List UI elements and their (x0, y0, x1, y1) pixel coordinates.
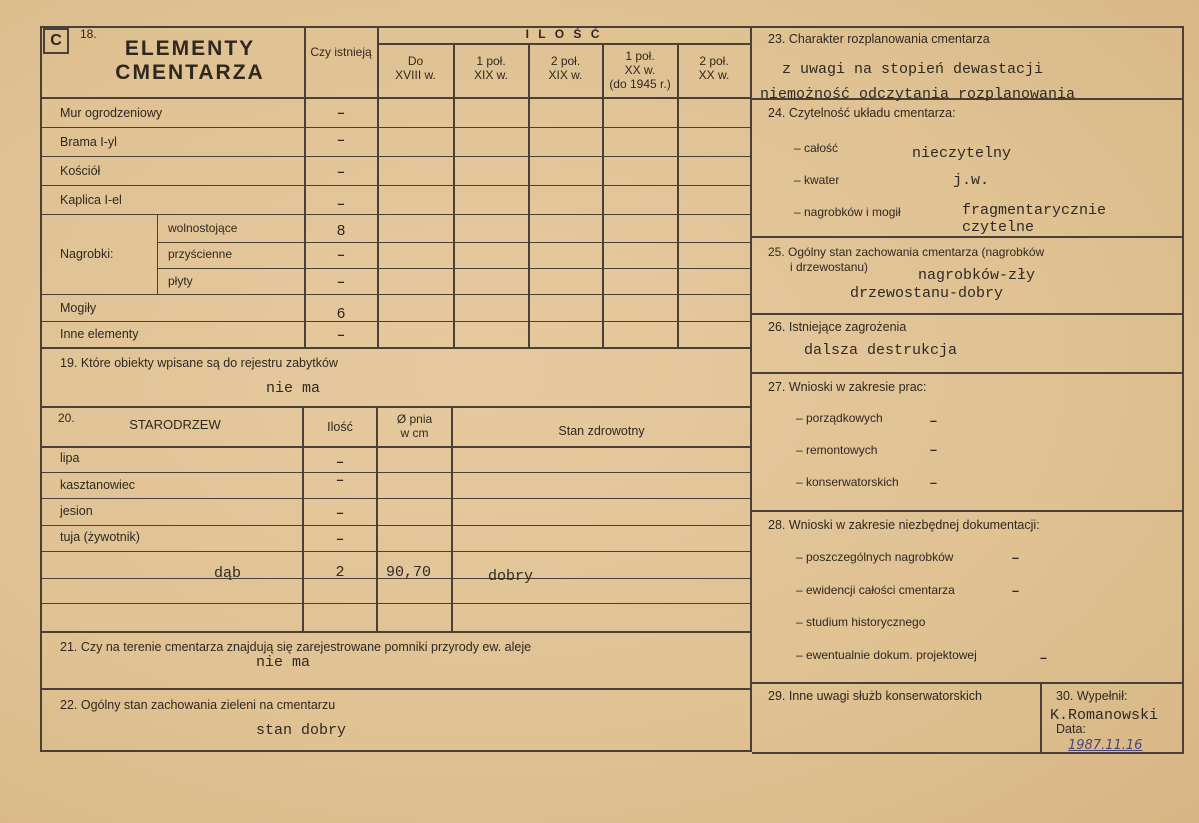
tree-qty-thuja: – (336, 532, 344, 546)
rule (40, 446, 752, 448)
tree-species-oak: dąb (214, 565, 242, 582)
rule (451, 406, 453, 632)
docs-item-gravestones: – poszczególnych nagrobków (796, 550, 954, 564)
docs-value-project: – (1040, 651, 1047, 665)
legibility-item-graves: – nagrobków i mogił (794, 205, 901, 219)
rule (40, 294, 752, 295)
row-value-church: – (337, 165, 345, 179)
section-22-answer: stan dobry (256, 722, 347, 739)
rule (40, 498, 752, 499)
legibility-value-whole: nieczytelny (912, 145, 1012, 162)
rule (528, 43, 530, 348)
rule (752, 682, 1184, 684)
rule (40, 406, 752, 408)
rule (752, 26, 1184, 28)
section-29-label: 29. Inne uwagi służb konserwatorskich (768, 689, 983, 703)
rule (40, 472, 752, 473)
row-label-church: Kościół (60, 164, 101, 178)
docs-item-history: – studium historycznego (796, 615, 926, 629)
section-30-label: 30. Wypełnił: (1056, 689, 1128, 703)
rule (40, 631, 752, 633)
section-20-number: 20. (58, 411, 75, 425)
tree-qty-oak: 2 (335, 564, 345, 581)
trees-header-qty: Ilość (327, 420, 353, 434)
rule (453, 43, 455, 348)
period-header-3: 2 poł. XIX w. (548, 54, 583, 82)
row-value-graves: 6 (336, 305, 346, 322)
tree-species-ash: jesion (60, 504, 93, 518)
rule (40, 603, 752, 604)
tree-qty-chestnut: – (336, 473, 344, 487)
row-label-graves: Mogiły (60, 301, 97, 315)
section-26-label: 26. Istniejące zagrożenia (768, 320, 907, 334)
section-24-label: 24. Czytelność układu cmentarza: (768, 106, 956, 120)
tree-qty-linden: – (336, 455, 344, 469)
section-23-answer-1: z uwagi na stopień dewastacji (782, 61, 1044, 78)
section-18-title-1: ELEMENTY (124, 37, 256, 60)
rule (40, 214, 752, 215)
row-label-gate: Brama I-yl (60, 135, 117, 149)
rule (752, 510, 1184, 512)
rule (752, 313, 1184, 315)
rule (1182, 26, 1184, 754)
tree-diam-oak: 90,70 (386, 564, 432, 581)
row-value-gate: – (337, 133, 345, 147)
trees-header-health: Stan zdrowotny (558, 424, 645, 438)
rule (40, 688, 752, 690)
section-26-answer: dalsza destrukcja (804, 342, 958, 359)
section-23-answer-2: niemożność odczytania rozplanowania (760, 86, 1076, 103)
legibility-item-quarters: – kwater (794, 173, 840, 187)
period-header-1: Do XVIII w. (395, 54, 436, 82)
rule (40, 551, 752, 552)
col-qty-group-header: I L O Ś Ć (525, 27, 603, 41)
rule (304, 26, 306, 348)
legibility-value-graves-1: fragmentarycznie (962, 202, 1107, 219)
rule (40, 26, 42, 752)
section-19-answer: nie ma (266, 380, 321, 397)
section-30-name: K.Romanowski (1050, 707, 1159, 724)
gravestones-value-freestanding: 8 (336, 222, 346, 239)
gravestones-sub-freestanding: wolnostojące (168, 221, 238, 235)
section-25-label-2: i drzewostanu) (790, 260, 869, 274)
works-value-conservation: – (930, 476, 937, 490)
section-30-date: 1987.11.16 (1068, 738, 1143, 753)
form-tag-box: C (43, 28, 69, 54)
rule (40, 127, 752, 128)
tree-species-thuja: tuja (żywotnik) (60, 530, 140, 544)
rule (157, 268, 752, 269)
docs-item-project: – ewentualnie dokum. projektowej (796, 648, 977, 662)
rule (40, 185, 752, 186)
row-value-wall: – (337, 106, 345, 120)
section-25-answer-2: drzewostanu-dobry (850, 285, 1004, 302)
rule (40, 347, 752, 349)
row-label-chapel: Kaplica I-el (60, 193, 122, 207)
period-header-4: 1 poł. XX w. (do 1945 r.) (609, 49, 671, 91)
rule (40, 525, 752, 526)
rule (40, 156, 752, 157)
docs-item-records: – ewidencji całości cmentarza (796, 583, 955, 597)
rule (157, 242, 752, 243)
works-item-repair: – remontowych (796, 443, 878, 457)
trees-header-diam: Ø pnia w cm (396, 412, 433, 440)
rule (40, 97, 752, 99)
section-21-label: 21. Czy na terenie cmentarza znajdują się zarejestrowane pomniki przyrody ew. aleje (60, 640, 532, 654)
period-header-2: 1 poł. XIX w. (473, 54, 508, 82)
works-item-conservation: – konserwatorskich (796, 475, 899, 489)
section-30-date-label: Data: (1056, 722, 1086, 736)
rule (750, 26, 752, 752)
legibility-value-graves-2: czytelne (962, 219, 1035, 236)
works-value-repair: – (930, 443, 937, 457)
section-22-label: 22. Ogólny stan zachowania zieleni na cmentarzu (60, 698, 336, 712)
section-21-answer: nie ma (256, 654, 311, 671)
docs-value-records: – (1012, 584, 1019, 598)
row-value-other: – (337, 328, 345, 342)
legibility-value-quarters: j.w. (953, 172, 990, 189)
row-value-chapel: – (337, 197, 345, 211)
rule (157, 214, 158, 294)
row-label-wall: Mur ogrodzeniowy (60, 106, 163, 120)
gravestones-value-slabs: – (337, 275, 345, 289)
section-18-title-2: CMENTARZA (115, 61, 265, 84)
tree-health-oak: dobry (488, 568, 534, 585)
trees-header-species: STARODRZEW (129, 417, 221, 432)
section-25-label-1: 25. Ogólny stan zachowania cmentarza (nagrobków (768, 245, 1045, 259)
period-header-5: 2 poł. XX w. (698, 54, 730, 82)
section-25-answer-1: nagrobków-zły (918, 267, 1036, 284)
rule (752, 372, 1184, 374)
gravestones-sub-slabs: płyty (168, 274, 193, 288)
gravestones-value-wall: – (337, 248, 345, 262)
works-value-cleanup: – (930, 414, 937, 428)
rule (677, 43, 679, 348)
section-27-label: 27. Wnioski w zakresie prac: (768, 380, 927, 394)
section-19-label: 19. Które obiekty wpisane są do rejestru zabytków (60, 356, 338, 370)
legibility-item-whole: – całość (794, 141, 839, 155)
row-label-other: Inne elementy (60, 327, 139, 341)
gravestones-sub-wall: przyścienne (168, 247, 233, 261)
tree-species-linden: lipa (60, 451, 80, 465)
gravestones-label: Nagrobki: (60, 247, 114, 261)
rule (1040, 682, 1042, 754)
section-28-label: 28. Wnioski w zakresie niezbędnej dokumentacji: (768, 518, 1040, 532)
tree-qty-ash: – (336, 506, 344, 520)
tree-species-chestnut: kasztanowiec (60, 478, 136, 492)
col-exists-header: Czy istnieją (310, 45, 372, 59)
rule (40, 750, 752, 752)
section-18-number: 18. (80, 27, 97, 41)
rule (752, 236, 1184, 238)
rule (377, 43, 751, 45)
works-item-cleanup: – porządkowych (796, 411, 883, 425)
docs-value-gravestones: – (1012, 551, 1019, 565)
rule (40, 321, 752, 322)
section-23-label: 23. Charakter rozplanowania cmentarza (768, 32, 990, 46)
